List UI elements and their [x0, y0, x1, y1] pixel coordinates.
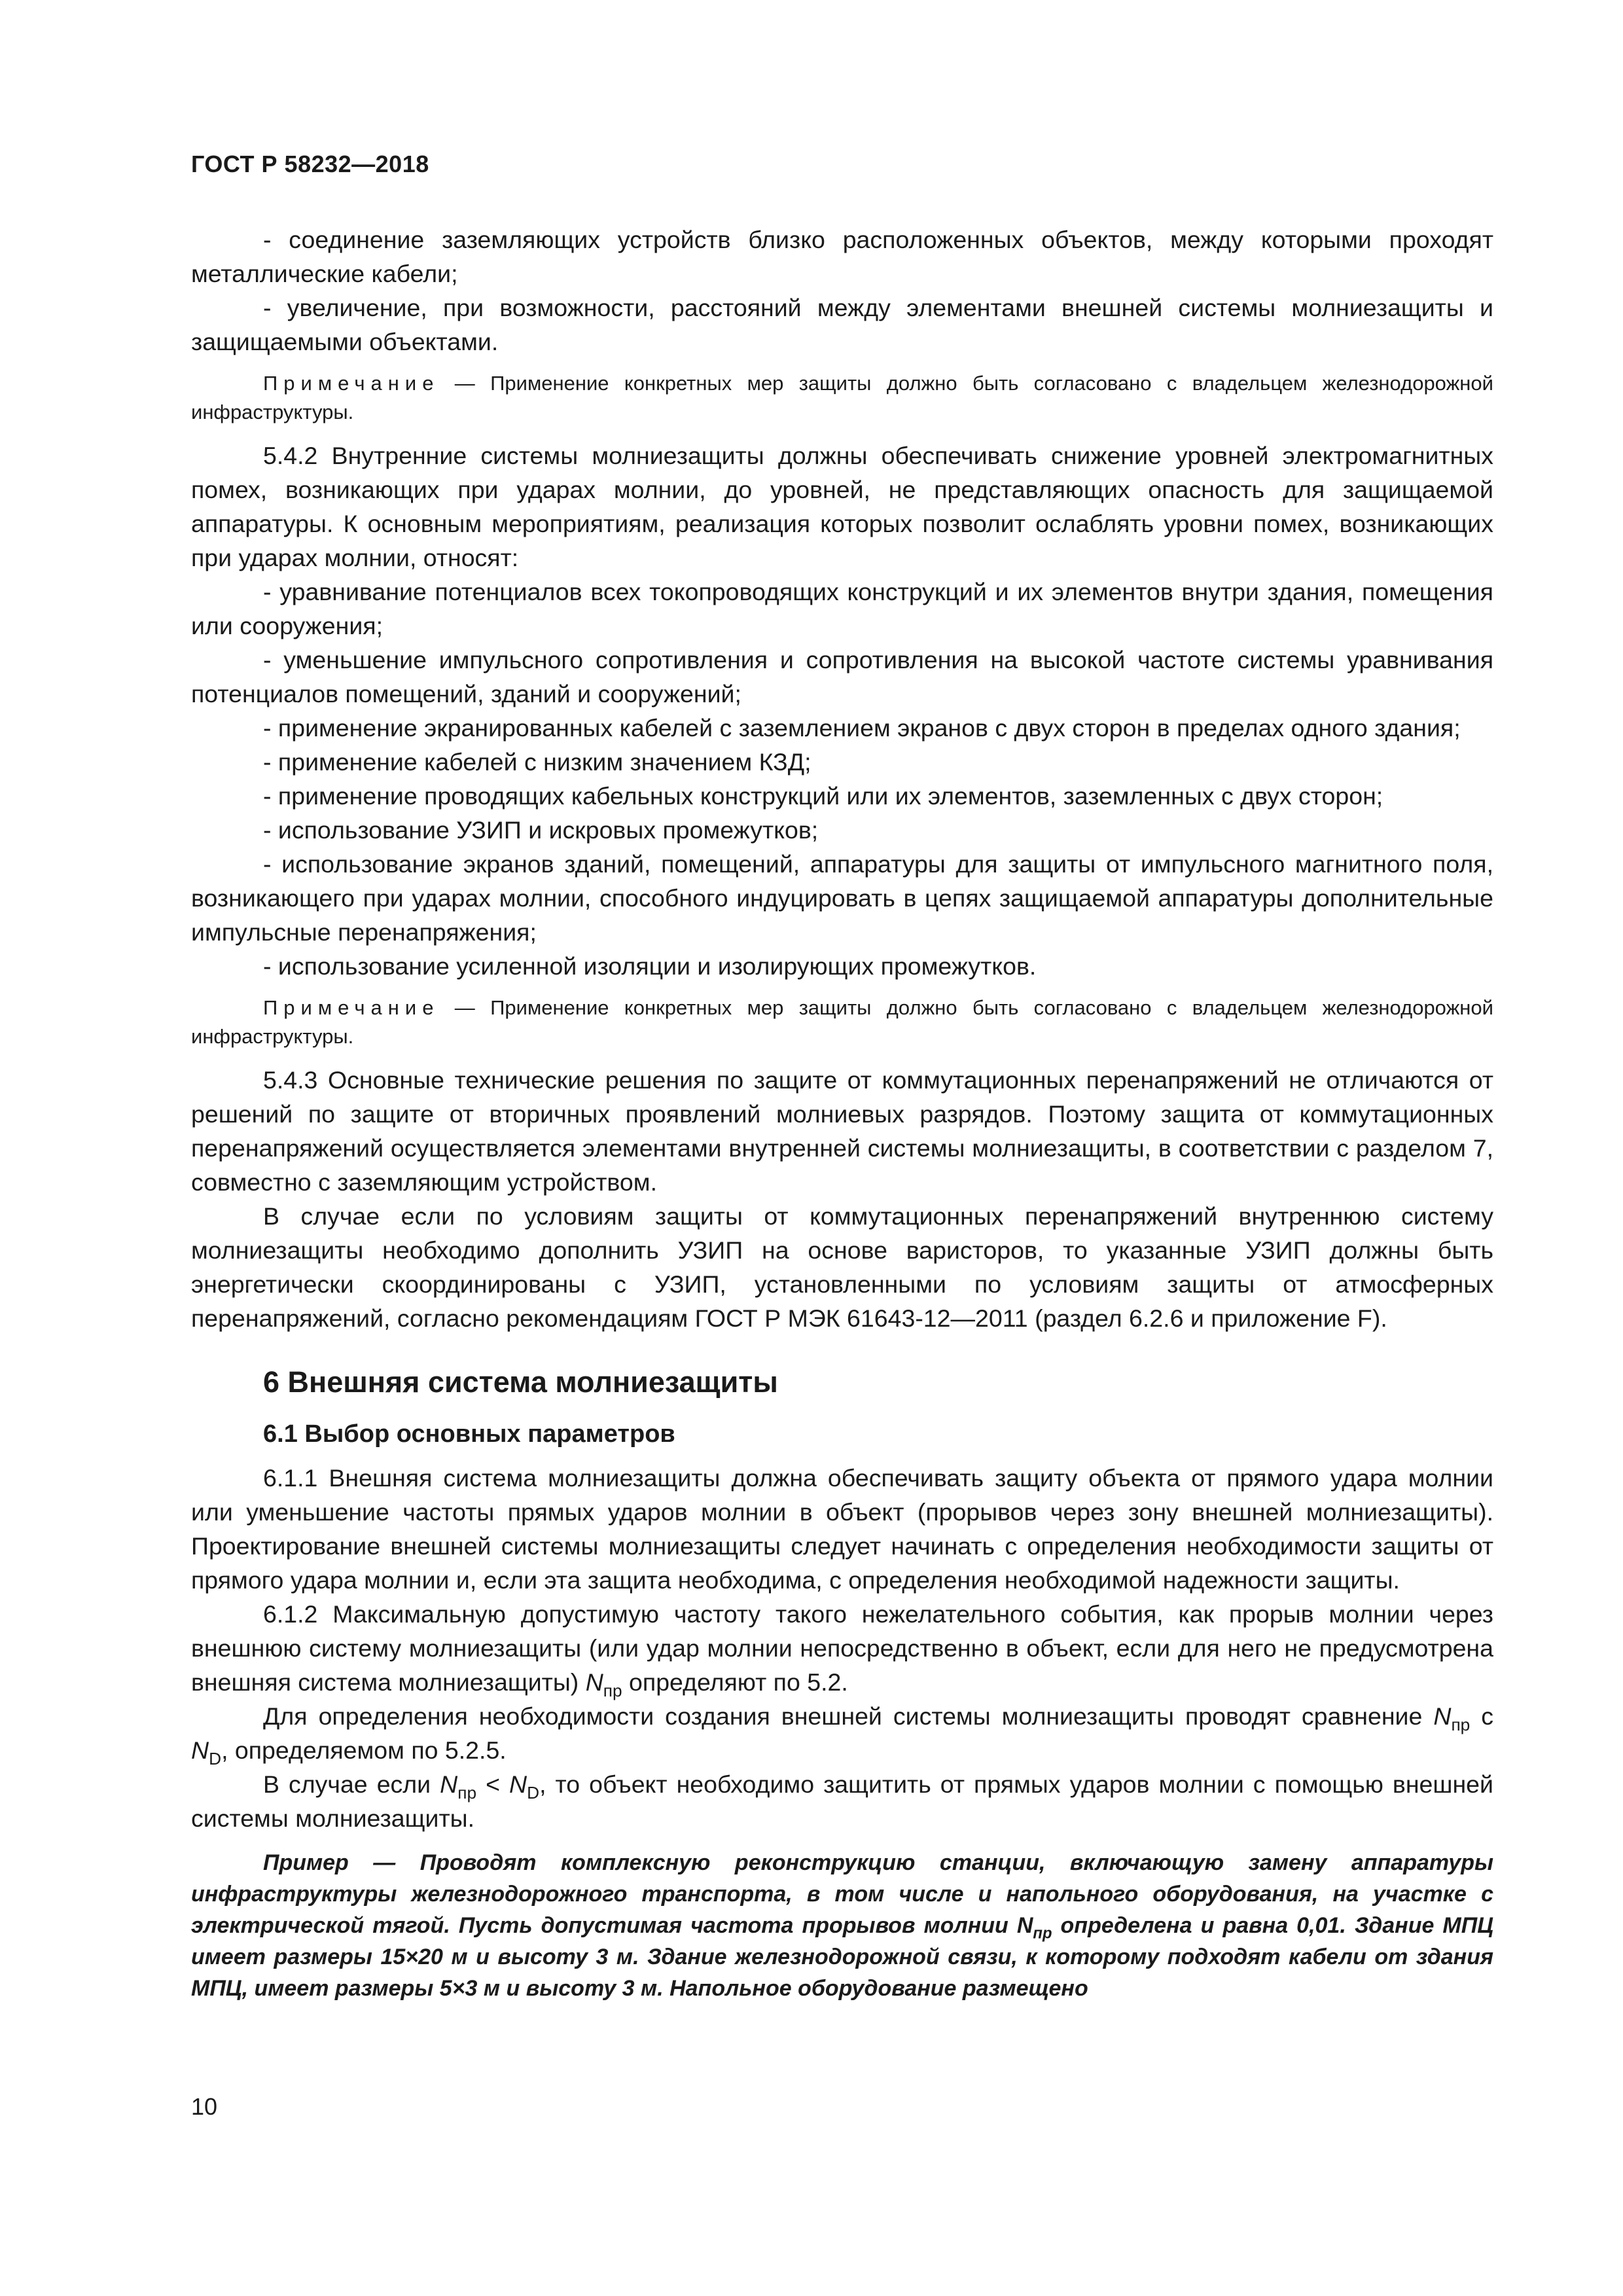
symbol-n-pr: N [585, 1668, 603, 1696]
symbol-n-d: N [509, 1770, 527, 1798]
section-6-heading: 6 Внешняя система молниезащиты [263, 1365, 778, 1399]
list-item: - применение экранированных кабелей с заземлением экранов с двух сторон в пределах одного здания; [263, 714, 1461, 742]
paragraph-5-4-3-cont: В случае если по условиям защиты от коммутационных перенапряжений внутреннюю систему молниезащиты необходимо дополнить УЗИП на основе варисторов, то указанные УЗИП должны быть энергетически скоординированы с УЗИП, установленными по условиям защиты от атмосферных перенапряжений, согласно рекомендациям ГОСТ Р МЭК 61643-12—2011 (раздел 6.2.6 и приложение F). [191, 1202, 1493, 1332]
note-block [191, 994, 1493, 1051]
paragraph-6-1-2-compare: Для определения необходимости создания внешней системы молниезащиты проводят сравнение $N_{пр}$ с $N_D$, определяемом по 5.2.5. [191, 1702, 1494, 1769]
list-item: - применение кабелей с низким значением КЗД; [263, 748, 812, 776]
page-number: 10 [191, 2093, 218, 2120]
list-item: - увеличение, при возможности, расстояний между элементами внешней системы молниезащиты и защищаемыми объектами. [191, 294, 1493, 355]
note-text: — Применение конкретных мер защиты должно быть согласовано с владельцем железнодорожной инфраструктуры. [191, 372, 1493, 423]
paragraph-6-1-1: 6.1.1 Внешняя система молниезащиты должна обеспечивать защиту объекта от прямого удара молнии или уменьшение частоты прямых ударов молнии в объект (прорывов через зону внешней молниезащиты). Проектирование внешней системы молниезащиты следует начинать с определения необходимости защиты от прямого удара молнии и, если эта защита необходима, с определения необходимой надежности защиты. [191, 1464, 1493, 1594]
symbol-n-pr: N [440, 1770, 458, 1798]
paragraph-5-4-3: 5.4.3 Основные технические решения по защите от коммутационных перенапряжений не отличаются от решений по защите от вторичных проявлений молниевых разрядов. Поэтому защита от коммутационных перенапряжений осуществляется элементами внутренней системы молниезащиты, в соответствии с разделом 7, совместно с заземляющим устройством. [191, 1066, 1493, 1196]
example-block: Пример — Проводят комплексную реконструкцию станции, включающую замену аппаратуры инфраструктуры железнодорожного транспорта, в том числе и напольного оборудования, на участке с электрической тягой. Пусть допустимая частота прорывов молнии $N_{пр}$ определена и равна 0,01. Здание МПЦ имеет размеры 15×20 м и высоту 3 м. Здание железнодорожной связи, к которому подходят кабели от здания МПЦ, имеет размеры 5×3 м и высоту 3 м. Напольное оборудование размещено [191, 1850, 1493, 2001]
document-header: ГОСТ Р 58232—2018 [191, 151, 429, 177]
paragraph-6-1-2-condition: В случае если $N_{пр} < N_D$, то объект необходимо защитить от прямых ударов молнии с помощью внешней системы молниезащиты. [191, 1770, 1493, 1832]
page-body [191, 223, 1493, 2004]
paragraph-5-4-2: 5.4.2 Внутренние системы молниезащиты должны обеспечивать снижение уровней электромагнитных помех, возникающих при ударах молнии, до уровней, не представляющих опасность для защищаемой аппаратуры. К основным мероприятиям, реализация которых позволит ослаблять уровни помех, возникающих при ударах молнии, относят: [191, 442, 1493, 571]
list-item: - соединение заземляющих устройств близко расположенных объектов, между которыми проходят металлические кабели; [191, 226, 1493, 287]
list-item: - уменьшение импульсного сопротивления и сопротивления на высокой частоте системы уравнивания потенциалов помещений, зданий и сооружений; [191, 646, 1493, 708]
list-item: - применение проводящих кабельных конструкций или их элементов, заземленных с двух сторон; [263, 782, 1383, 810]
note-label: Примечание [263, 996, 440, 1019]
section-6-1-heading: 6.1 Выбор основных параметров [263, 1420, 675, 1448]
note-label: Примечание [263, 372, 440, 395]
list-item: - использование усиленной изоляции и изолирующих промежутков. [263, 952, 1037, 980]
symbol-n-pr: N [1016, 1913, 1033, 1938]
symbol-n-pr: N [1433, 1702, 1452, 1730]
paragraph-6-1-2: 6.1.2 Максимальную допустимую частоту такого нежелательного события, как прорыв молнии через внешнюю систему молниезащиты (или удар молнии непосредственно в объект, если для него не предусмотрена внешняя система молниезащиты) $N_{пр}$ определяют по 5.2. [191, 1600, 1493, 1701]
list-item: - уравнивание потенциалов всех токопроводящих конструкций и их элементов внутри здания, помещения или сооружения; [191, 578, 1493, 639]
list-item: - использование экранов зданий, помещений, аппаратуры для защиты от импульсного магнитного поля, возникающего при ударах молнии, способного индуцировать в цепях защищаемой аппаратуры дополнительные импульсные перенапряжения; [191, 850, 1493, 946]
list-item: - использование УЗИП и искровых промежутков; [263, 816, 819, 844]
symbol-n-d: N [191, 1736, 209, 1764]
note-text: — Применение конкретных мер защиты должно быть согласовано с владельцем железнодорожной инфраструктуры. [191, 996, 1493, 1048]
note-block [191, 369, 1493, 427]
